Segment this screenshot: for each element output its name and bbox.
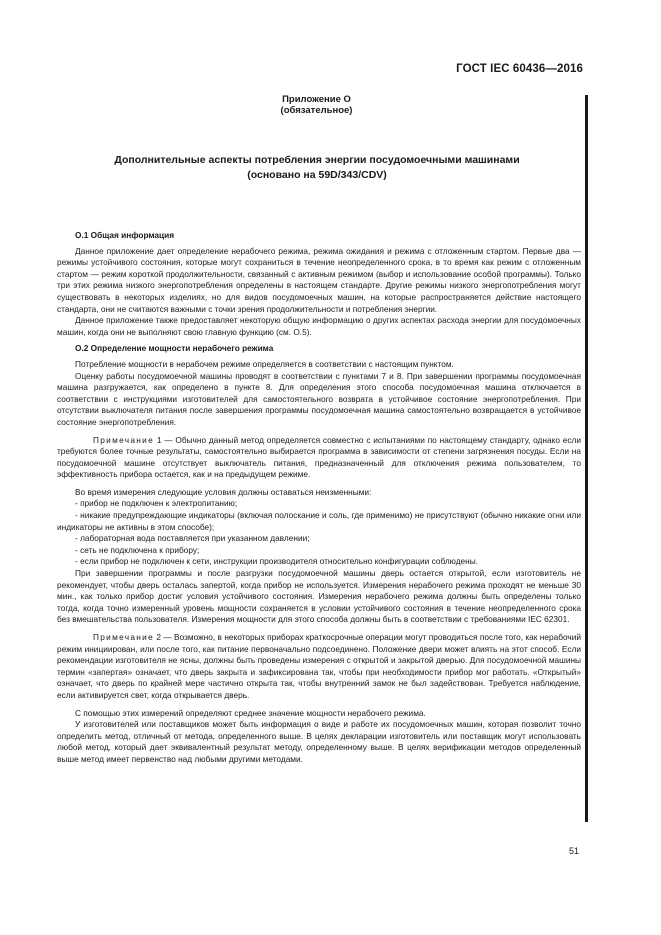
condition-item: - прибор не подключен к электропитанию;	[75, 498, 238, 509]
annex-title-line2: (основано на 59D/343/CDV)	[247, 169, 387, 181]
condition-item: - если прибор не подключен к сети, инструкции производителя относительно конфигурации соблюдены.	[75, 556, 479, 567]
annex-title	[80, 153, 554, 183]
annex-label: Приложение О	[282, 94, 351, 105]
conditions-intro: Во время измерения следующие условия должны оставаться неизменными:	[75, 486, 372, 497]
note-text: 2 — Возможно, в некоторых приборах краткосрочные операции могут проводиться после того, как нерабочий режим инициирован, или после того, как питание первоначально подсоединено. Положение двери может влиять на этот способ. Если рекомендации изготовителя не ясны, должны быть проведены измерения с открытой и закрытой дверью. Для посудомоечной машины термин «запертая» означает, что дверь закрыта и зафиксирована так, чтобы при необходимости прибор мог работать. «Открытый» означает, что дверь по крайней мере частично открыта так, чтобы внутренний замок не был задействован. Требуется наблюдение, если активируется свет, когда открывается дверь.	[57, 632, 581, 700]
condition-item: - никакие предупреждающие индикаторы (включая полоскание и соль, где применимо) не присутствуют (обычно никакие огни или индикаторы не активны в этом способе);	[57, 510, 581, 532]
condition-item: - лабораторная вода поставляется при указанном давлении;	[75, 533, 310, 544]
condition-item: - сеть не подключена к прибору;	[75, 544, 200, 555]
annex-status: (обязательное)	[280, 105, 353, 116]
change-bar	[585, 95, 588, 822]
note-1	[57, 435, 581, 481]
paragraph: С помощью этих измерений определяют среднее значение мощности нерабочего режима.	[75, 707, 426, 718]
annex-body	[57, 230, 581, 766]
note-label: Примечание	[93, 434, 155, 445]
note-2	[57, 632, 581, 702]
paragraph: Данное приложение дает определение нерабочего режима, режима ожидания и режима с отложенным стартом. Первые два — режимы устойчивого состояния, которые могут сохраниться в течение неопределенного срока, в то время как режим с отложенным стартом — режим короткой продолжительности, связанный с активным режимом (выбор и использование особой программы). Только три этих режима низкого энергопотребления определены в настоящем стандарте. Другие режимы низкого энергопотребления могут существовать в некоторых изделиях, но для видов посудомоечных машин, на которые распространяется действие настоящего стандарта, они не считаются важными с точки зрения продолжительности и потребления энергии.	[57, 245, 581, 314]
page-number: 51	[569, 846, 580, 856]
paragraph: У изготовителей или поставщиков может быть информация о виде и работе их посудомоечных машин, которая позволит точно определить метод, отличный от метода, определенного выше. В целях декларации изготовитель или поставщик могут использовать любой метод, который дает эквивалентный результат методу, определенному выше. В целях верификации методов определенный выше метод имеет первенство над любыми другими методами.	[57, 719, 581, 764]
standard-designation: ГОСТ IEC 60436—2016	[456, 63, 583, 75]
note-text: 1 — Обычно данный метод определяется совместно с испытаниями по настоящему стандарту, однако если требуются более точные результаты, самостоятельно выбирается программа в зависимости от степени загрязнения посуды. Если на посудомоечной машине отсутствует выключатель питания, предназначенный для отключения режима пользователем, то эффективность прибора остается, как и на предыдущем режиме.	[57, 434, 581, 480]
paragraph: Потребление мощности в нерабочем режиме определяется в соответствии с настоящим пунктом.	[75, 358, 454, 369]
section-heading-o2: О.2 Определение мощности нерабочего режима	[75, 343, 274, 354]
paragraph: При завершении программы и после разгрузки посудомоечной машины дверь остается открытой, если изготовитель не рекомендует, чтобы дверь осталась запертой, когда прибор не используется. Измерения нерабочего режима проходят не меньше 30 мин., как только прибор достиг условия устойчивого состояния. Измерения нерабочего режима должны быть определены только тогда, когда точно измеренный уровень мощности сохраняется в условии устойчивого состояния в течение неопределенного срока без вмешательства пользователя. Измерения мощности для этого способа должны быть в соответствии с требованиями IEC 62301.	[57, 568, 581, 625]
paragraph: Оценку работы посудомоечной машины проводят в соответствии с пунктами 7 и 8. При завершении программы посудомоечная машина разгружается, как определено в пункте 8. Для определения этого способа посудомоечная машина отключается в соответствии с инструкциями изготовителей для самостоятельного возврата в устойчивое состояние энергопотребления. При отсутствии выключателя питания после завершения программы посудомоечная машина самостоятельно возвращается в устойчивое состояние энергопотребления.	[57, 370, 581, 427]
annex-title-line1: Дополнительные аспекты потребления энергии посудомоечными машинами	[114, 154, 520, 166]
section-heading-o1: О.1 Общая информация	[75, 230, 175, 240]
paragraph: Данное приложение также предоставляет некоторую общую информацию о других аспектах расхода энергии для посудомоечных машин, когда они не выполняют свою главную функцию (см. О.5).	[57, 315, 581, 337]
note-label: Примечание	[93, 632, 155, 642]
